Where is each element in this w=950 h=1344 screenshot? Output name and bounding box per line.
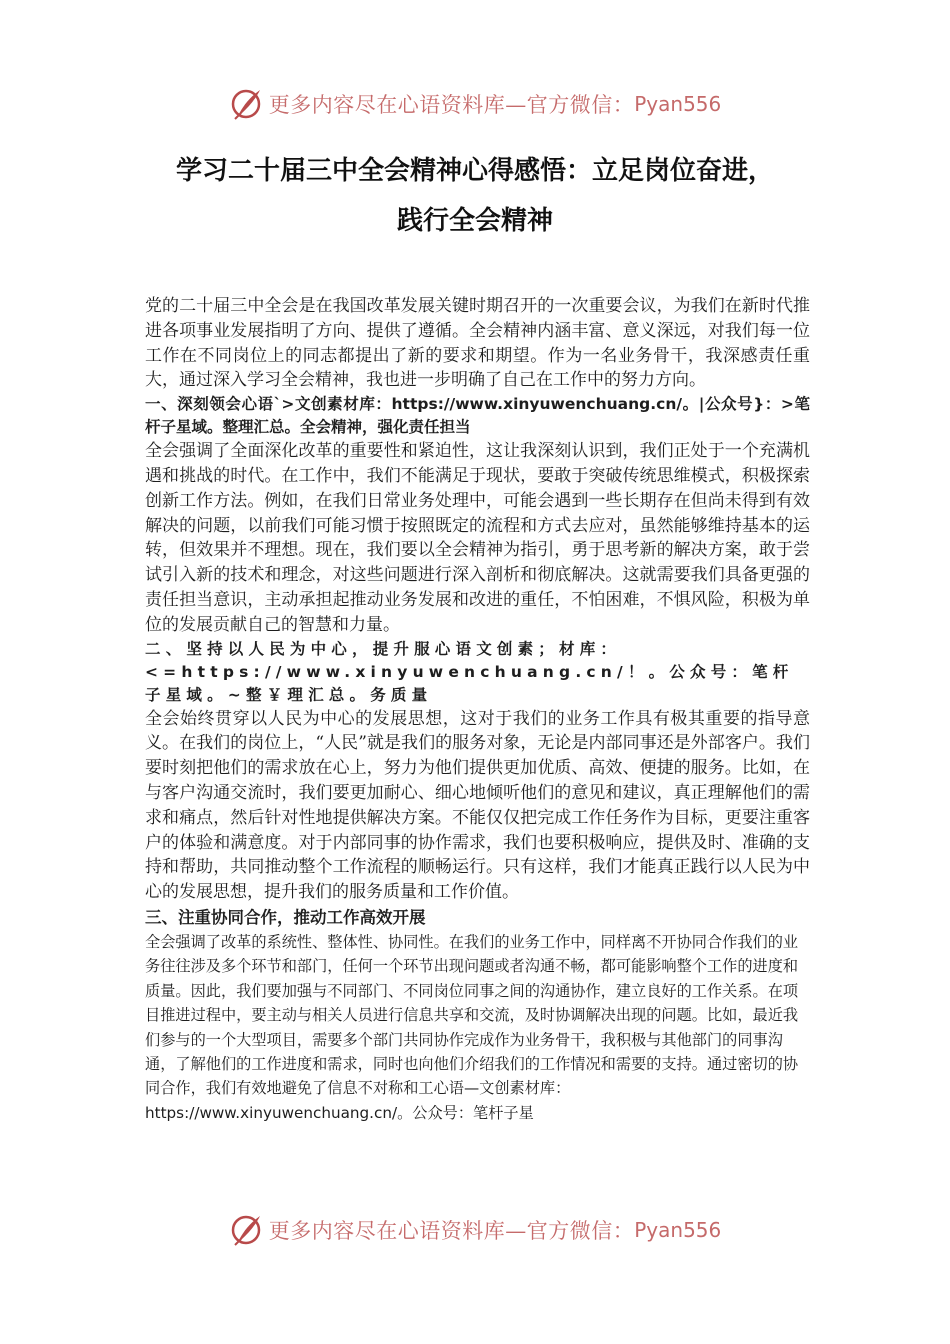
document-body	[145, 294, 810, 1125]
section-2-body: 全会始终贯穿以人民为中心的发展思想，这对于我们的业务工作具有极其重要的指导意义。在我们的岗位上，“人民”就是我们的服务对象，无论是内部同事还是外部客户。我们要时刻把他们的需求放在心上，努力为他们提供更加优质、高效、便捷的服务。比如，在与客户沟通交流时，我们要更加耐心、细心地倾听他们的意见和建议，真正理解他们的需求和痛点，然后针对性地提供解决方案。不能仅仅把完成工作任务作为目标，更要注重客户的体验和满意度。对于内部同事的协作需求，我们也要积极响应，提供及时、准确的支持和帮助，共同推动整个工作流程的顺畅运行。只有这样，我们才能真正践行以人民为中心的发展思想，提升我们的服务质量和工作价值。	[145, 708, 810, 903]
watermark-text: 更多内容尽在心语资料库—官方微信：	[268, 1219, 635, 1243]
title-line-1: 学习二十届三中全会精神心得感悟：立足岗位奋进，	[175, 156, 774, 186]
watermark-text: 更多内容尽在心语资料库—官方微信：	[268, 93, 635, 117]
intro-paragraph: 党的二十届三中全会是在我国改革发展关键时期召开的一次重要会议，为我们在新时代推进各项事业发展指明了方向、提供了遵循。全会精神内涵丰富、意义深远，对我们每一位工作在不同岗位上的同志都提出了新的要求和期望。作为一名业务骨干，我深感责任重大，通过深入学习全会精神，我也进一步明确了自己在工作中的努力方向。	[145, 296, 810, 391]
watermark-banner-top	[0, 84, 950, 124]
quill-logo-icon	[229, 86, 265, 122]
title-line-2: 践行全会精神	[396, 206, 553, 236]
watermark-wechat-id: Pyan556	[634, 92, 722, 116]
section-3-heading: 三、注重协同合作，推动工作高效开展	[145, 907, 426, 927]
page-title	[110, 146, 840, 246]
quill-logo-icon	[229, 1212, 265, 1248]
watermark-banner-bottom	[0, 1210, 950, 1250]
section-1-body: 全会强调了全面深化改革的重要性和紧迫性，这让我深刻认识到，我们正处于一个充满机遇和挑战的时代。在工作中，我们不能满足于现状，要敢于突破传统思维模式，积极探索创新工作方法。例如，在我们日常业务处理中，可能会遇到一些长期存在但尚未得到有效解决的问题，以前我们可能习惯于按照既定的流程和方式去应对，虽然能够维持基本的运转，但效果并不理想。现在，我们要以全会精神为指引，勇于思考新的解决方案，敢于尝试引入新的技术和理念，对这些问题进行深入剖析和彻底解决。这就需要我们具备更强的责任担当意识，主动承担起推动业务发展和改进的重任，不怕困难，不惧风险，积极为单位的发展贡献自己的智慧和力量。	[145, 441, 810, 635]
section-2-heading: 二、坚持以人民为中心，提升服心语文创素；材库：<=https://www.xinyuwenchuang.cn/！。公众号：笔杆子星域。~整￥理汇总。务质量	[145, 639, 794, 704]
section-1-heading: 一、深刻领会心语`>文创素材库：https://www.xinyuwenchuang.cn/。|公众号}：>笔杆子星域。整理汇总。全会精神，强化责任担当	[145, 395, 810, 437]
section-3-body: 全会强调了改革的系统性、整体性、协同性。在我们的业务工作中，同样离不开协同合作我们的业务往往涉及多个环节和部门，任何一个环节出现问题或者沟通不畅，都可能影响整个工作的进度和质量。因此，我们要加强与不同部门、不同岗位同事之间的沟通协作，建立良好的工作关系。在项目推进过程中，要主动与相关人员进行信息共享和交流，及时协调解决出现的问题。比如，最近我们参与的一个大型项目，需要多个部门共同协作完成作为业务骨干，我积极与其他部门的同事沟通，了解他们的工作进度和需求，同时也向他们介绍我们的工作情况和需要的支持。通过密切的协同合作，我们有效地避免了信息不对称和工心语—文创素材库：https://www.xinyuwenchuang.cn/。公众号：笔杆子星	[145, 932, 799, 1122]
watermark-wechat-id: Pyan556	[634, 1218, 722, 1242]
